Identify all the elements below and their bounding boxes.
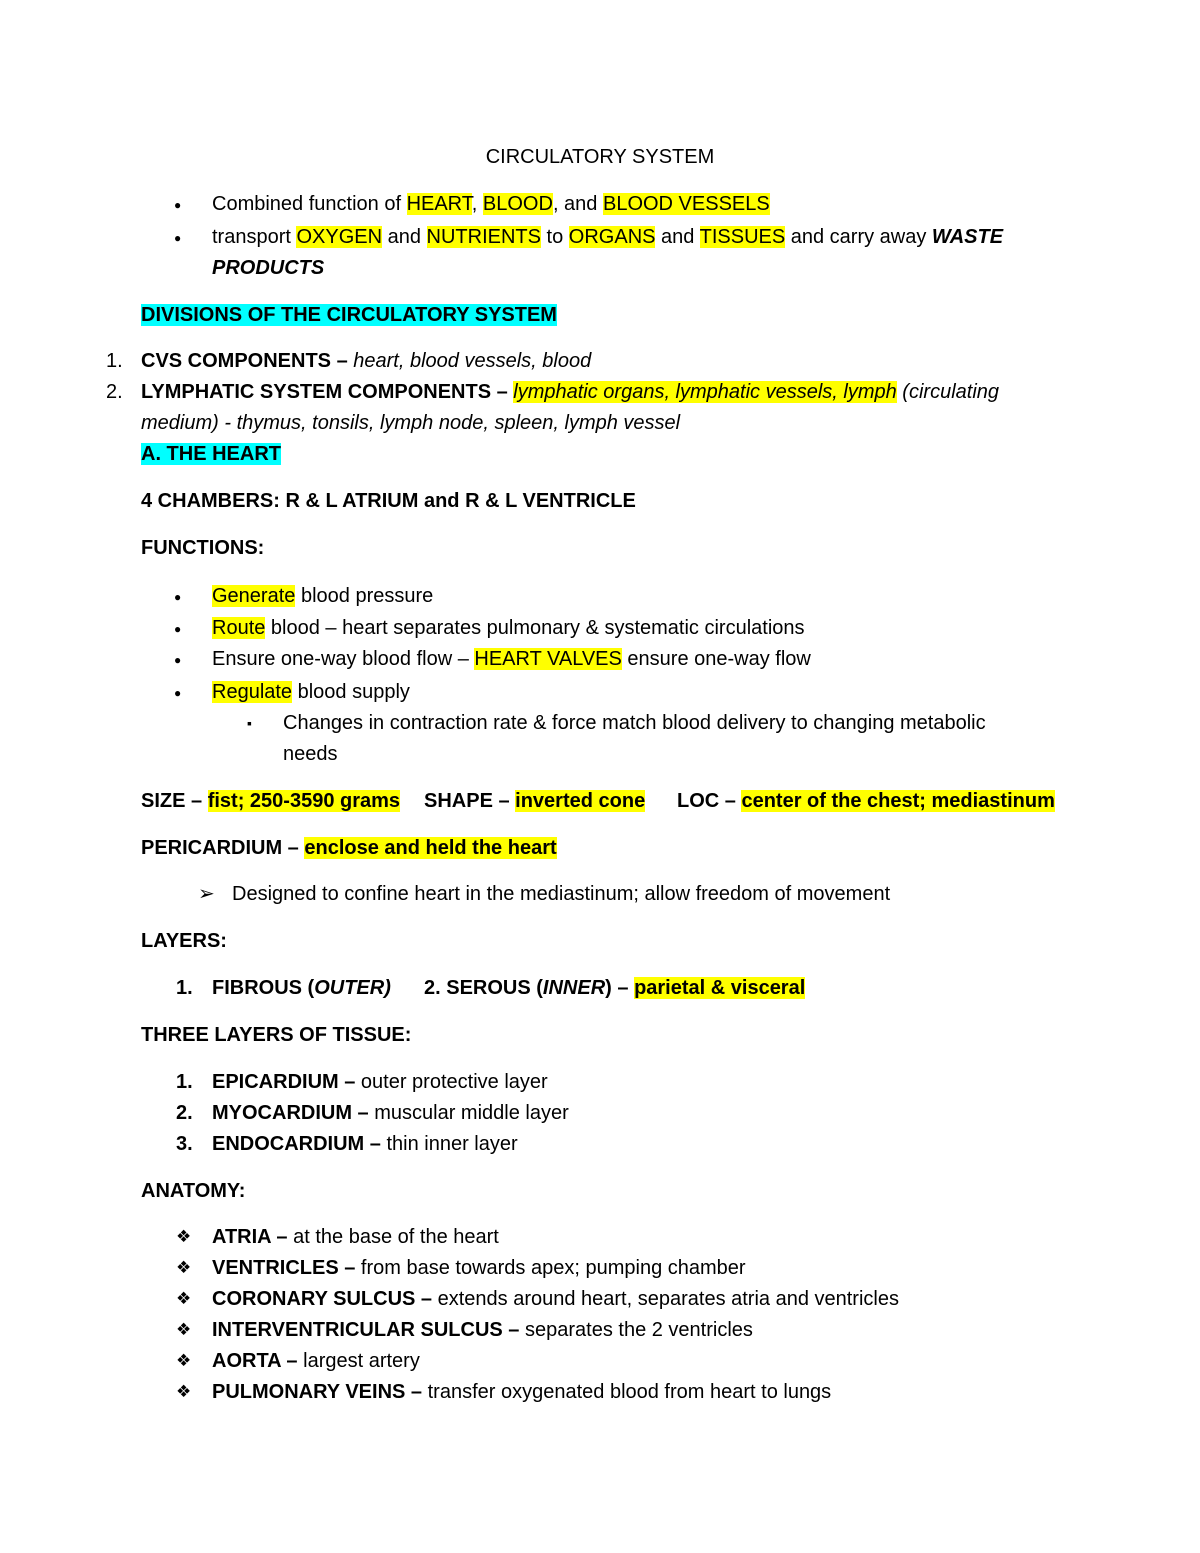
chambers-line: 4 CHAMBERS: R & L ATRIUM and R & L VENTRICLE <box>141 490 636 512</box>
diamond-bullet-icon: ❖ <box>176 1351 192 1370</box>
highlight-organs: ORGANS <box>568 226 656 248</box>
size-line <box>141 789 400 813</box>
tissue-desc: outer protective layer <box>360 1071 548 1093</box>
text: transport <box>212 226 297 248</box>
highlight-divisions: DIVISIONS OF THE CIRCULATORY SYSTEM <box>141 304 557 326</box>
lymph-note: (circulating <box>896 381 1000 403</box>
list-number: 3. <box>176 1133 193 1155</box>
highlight-loc: center of the chest; mediastinum <box>741 790 1055 812</box>
bullet-dot-icon: ● <box>174 686 182 700</box>
highlight-the-heart: A. THE HEART <box>141 443 281 465</box>
highlight-oxygen: OXYGEN <box>296 226 383 248</box>
anatomy-item <box>212 1349 420 1373</box>
waste-text: WASTE <box>931 226 1004 248</box>
anatomy-desc: transfer oxygenated blood from heart to lungs <box>427 1381 832 1403</box>
function-generate <box>212 584 433 608</box>
highlight-generate: Generate <box>212 585 296 607</box>
tissue-label: MYOCARDIUM – <box>212 1102 375 1124</box>
text: ensure one-way flow <box>621 648 811 670</box>
text: to <box>541 226 569 248</box>
cvs-components <box>141 349 591 373</box>
highlight-size: fist; 250-3590 grams <box>207 790 401 812</box>
function-route <box>212 616 805 640</box>
text: blood pressure <box>295 585 434 607</box>
inner-text: INNER <box>542 977 606 999</box>
functions-heading: FUNCTIONS: <box>141 537 265 559</box>
diamond-bullet-icon: ❖ <box>176 1289 192 1308</box>
text: 2. SEROUS ( <box>424 977 543 999</box>
layer-serous <box>424 976 805 1000</box>
anatomy-item <box>212 1256 746 1280</box>
tissue-item <box>212 1070 548 1094</box>
anatomy-heading: ANATOMY: <box>141 1180 246 1202</box>
text: and carry away <box>785 226 932 248</box>
tissue-heading: THREE LAYERS OF TISSUE: <box>141 1024 412 1046</box>
list-number: 1. <box>176 1071 193 1093</box>
anatomy-desc: from base towards apex; pumping chamber <box>360 1257 746 1279</box>
shape-line <box>424 789 645 813</box>
tissue-desc: muscular middle layer <box>374 1102 569 1124</box>
text: and <box>655 226 700 248</box>
divisions-heading <box>141 303 557 327</box>
bullet-dot-icon: ● <box>174 198 182 212</box>
intro-bullet-2 <box>212 225 1003 249</box>
lymph-line-2: medium) - thymus, tonsils, lymph node, spleen, lymph vessel <box>141 412 681 434</box>
text: blood supply <box>292 681 410 703</box>
highlight-shape: inverted cone <box>515 790 646 812</box>
text: blood – heart separates pulmonary & systematic circulations <box>265 617 805 639</box>
text: , and <box>552 193 603 215</box>
anatomy-label: VENTRICLES – <box>212 1257 361 1279</box>
text: Ensure one-way blood flow – <box>212 648 475 670</box>
list-number: 2. <box>176 1102 193 1124</box>
cvs-items: heart, blood vessels, blood <box>353 350 592 372</box>
loc-label: LOC – <box>677 790 742 812</box>
anatomy-label: INTERVENTRICULAR SULCUS – <box>212 1319 525 1341</box>
page-title: CIRCULATORY SYSTEM <box>485 146 715 168</box>
highlight-heart-valves: HEART VALVES <box>474 648 622 670</box>
intro-bullet-1 <box>212 192 770 216</box>
pericardium-note: Designed to confine heart in the mediastinum; allow freedom of movement <box>232 883 891 905</box>
lymphatic-components <box>141 380 999 404</box>
products-text: PRODUCTS <box>212 257 325 279</box>
list-number: 1. <box>176 977 193 999</box>
highlight-nutrients: NUTRIENTS <box>426 226 541 248</box>
anatomy-label: AORTA – <box>212 1350 304 1372</box>
anatomy-item <box>212 1380 831 1404</box>
tissue-item <box>212 1132 518 1156</box>
tissue-label: EPICARDIUM – <box>212 1071 361 1093</box>
anatomy-desc: extends around heart, separates atria and ventricles <box>437 1288 899 1310</box>
tissue-label: ENDOCARDIUM – <box>212 1133 387 1155</box>
loc-line <box>677 789 1055 813</box>
bullet-dot-icon: ● <box>174 231 182 245</box>
diamond-bullet-icon: ❖ <box>176 1320 192 1339</box>
size-label: SIZE – <box>141 790 208 812</box>
anatomy-desc: largest artery <box>303 1350 420 1372</box>
pericardium-line <box>141 836 557 860</box>
text: , <box>471 193 483 215</box>
outer-text: OUTER) <box>314 977 391 999</box>
regulate-sub-2: needs <box>283 743 338 765</box>
highlight-lymph-items: lymphatic organs, lymphatic vessels, lymph <box>513 381 897 403</box>
diamond-bullet-icon: ❖ <box>176 1382 192 1401</box>
text: and <box>382 226 427 248</box>
anatomy-label: ATRIA – <box>212 1226 294 1248</box>
anatomy-item <box>212 1318 753 1342</box>
highlight-tissues: TISSUES <box>699 226 786 248</box>
bullet-dot-icon: ● <box>174 622 182 636</box>
shape-label: SHAPE – <box>424 790 516 812</box>
anatomy-label: PULMONARY VEINS – <box>212 1381 428 1403</box>
highlight-blood-vessels: BLOOD VESSELS <box>602 193 770 215</box>
function-ensure <box>212 647 811 671</box>
text: FIBROUS ( <box>212 977 315 999</box>
highlight-blood: BLOOD <box>482 193 553 215</box>
section-the-heart <box>141 442 281 466</box>
anatomy-label: CORONARY SULCUS – <box>212 1288 438 1310</box>
list-number: 1. <box>106 350 123 372</box>
tissue-item <box>212 1101 569 1125</box>
anatomy-desc: at the base of the heart <box>293 1226 499 1248</box>
tissue-desc: thin inner layer <box>386 1133 518 1155</box>
diamond-bullet-icon: ❖ <box>176 1258 192 1277</box>
layers-heading: LAYERS: <box>141 930 227 952</box>
regulate-sub-1: Changes in contraction rate & force match blood delivery to changing metabolic <box>283 712 986 734</box>
bullet-square-icon: ▪ <box>247 715 252 731</box>
cvs-label: CVS COMPONENTS – <box>141 350 354 372</box>
lymph-label: LYMPHATIC SYSTEM COMPONENTS – <box>141 381 514 403</box>
text: Combined function of <box>212 193 407 215</box>
pericardium-label: PERICARDIUM – <box>141 837 305 859</box>
highlight-heart: HEART <box>406 193 472 215</box>
layer-fibrous <box>212 976 391 1000</box>
highlight-route: Route <box>212 617 266 639</box>
highlight-pericardium: enclose and held the heart <box>304 837 557 859</box>
highlight-parietal-visceral: parietal & visceral <box>634 977 806 999</box>
bullet-dot-icon: ● <box>174 653 182 667</box>
text: ) – <box>605 977 635 999</box>
diamond-bullet-icon: ❖ <box>176 1227 192 1246</box>
highlight-regulate: Regulate <box>212 681 293 703</box>
anatomy-item <box>212 1287 899 1311</box>
list-number: 2. <box>106 381 123 403</box>
bullet-dot-icon: ● <box>174 590 182 604</box>
function-regulate <box>212 680 410 704</box>
anatomy-desc: separates the 2 ventricles <box>525 1319 753 1341</box>
arrow-bullet-icon: ➢ <box>198 883 215 905</box>
anatomy-item <box>212 1225 499 1249</box>
